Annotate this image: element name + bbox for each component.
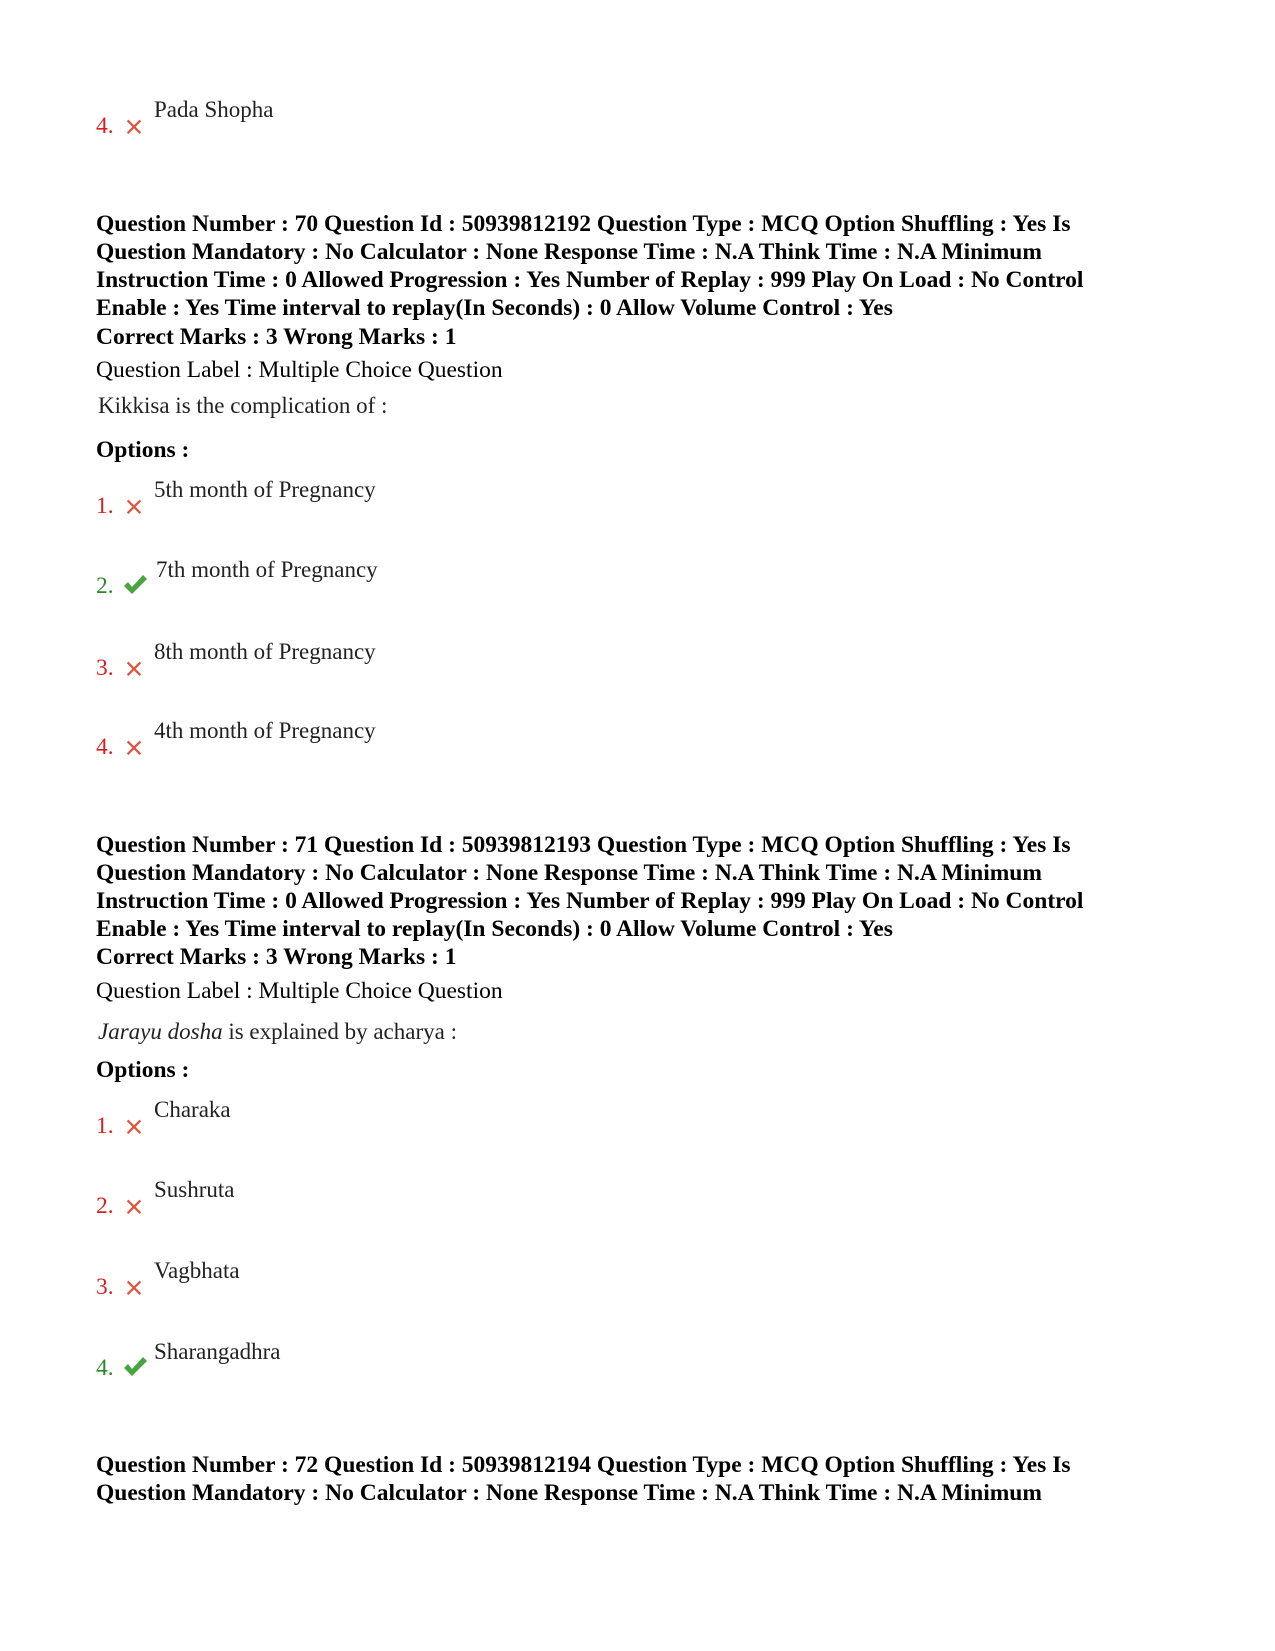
question-label: Question Label : Multiple Choice Question [96,978,503,1004]
cross-icon [122,494,146,518]
option-number: 3. [96,1274,114,1300]
option-text: Sushruta [154,1177,235,1202]
option-text: Vagbhata [154,1258,240,1283]
option-number: 4. [96,734,114,760]
option-item [96,638,696,682]
cross-icon [122,114,146,138]
check-icon [122,1354,148,1380]
question-marks: Correct Marks : 3 Wrong Marks : 1 [96,324,457,350]
option-number: 2. [96,1193,114,1219]
cross-icon [122,735,146,759]
option-number: 4. [96,113,114,139]
question-text-italic: Jarayu dosha [98,1019,223,1044]
option-text: Charaka [154,1097,231,1122]
option-number: 1. [96,493,114,519]
question-text [98,1018,457,1046]
options-heading: Options : [96,437,190,463]
option-text: 7th month of Pregnancy [156,557,378,582]
option-item [96,476,696,520]
cross-icon [122,1275,146,1299]
option-item [96,1096,696,1140]
option-item [96,717,696,761]
option-text: 4th month of Pregnancy [154,718,376,743]
option-number: 1. [96,1113,114,1139]
option-item [96,1176,696,1220]
question-marks: Correct Marks : 3 Wrong Marks : 1 [96,944,457,970]
question-meta: Question Number : 72 Question Id : 50939812194 Question Type : MCQ Option Shuffling : Yes Is Question Mandatory : No Calculator : None Response Time : N.A Think Time : N.A Minimum [96,1452,1071,1506]
option-item [96,556,696,600]
option-item [96,1338,696,1382]
option-text: Sharangadhra [154,1339,281,1364]
option-text: 5th month of Pregnancy [154,477,376,502]
cross-icon [122,656,146,680]
question-meta: Question Number : 71 Question Id : 50939812193 Question Type : MCQ Option Shuffling : Yes Is Question Mandatory : No Calculator : None Response Time : N.A Think Time : N.A Minimum Instruction Time : 0 Allowed Progression : Yes Number of Replay : 999 Play On Load : No Control Enable : Yes Time interval to replay(In Seconds) : 0 Allow Volume Control : Yes [96,832,1084,942]
cross-icon [122,1114,146,1138]
option-text: Pada Shopha [154,97,274,122]
question-text: Kikkisa is the complication of : [98,393,388,418]
question-meta: Question Number : 70 Question Id : 50939812192 Question Type : MCQ Option Shuffling : Yes Is Question Mandatory : No Calculator : None Response Time : N.A Think Time : N.A Minimum Instruction Time : 0 Allowed Progression : Yes Number of Replay : 999 Play On Load : No Control Enable : Yes Time interval to replay(In Seconds) : 0 Allow Volume Control : Yes [96,211,1084,321]
check-icon [122,572,148,598]
option-item [96,96,696,140]
question-text-rest: is explained by acharya : [222,1019,457,1044]
cross-icon [122,1194,146,1218]
option-item [96,1257,696,1301]
options-heading: Options : [96,1057,190,1083]
question-label: Question Label : Multiple Choice Question [96,357,503,383]
option-number: 3. [96,655,114,681]
option-text: 8th month of Pregnancy [154,639,376,664]
option-number: 2. [96,573,114,599]
option-number: 4. [96,1355,114,1381]
